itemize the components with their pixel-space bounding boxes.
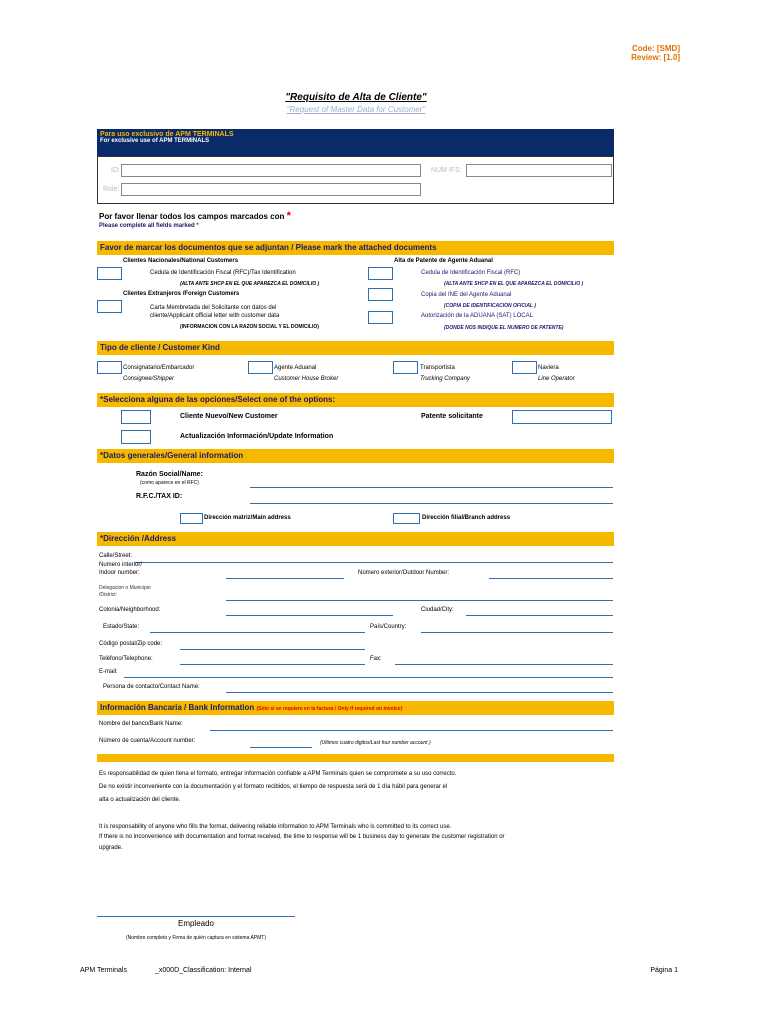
page-subtitle: "Request of Master Data for Customer"	[286, 105, 426, 114]
signature-line[interactable]	[97, 916, 295, 917]
account-label: Número de cuenta/Account number:	[99, 738, 196, 744]
kind-line-es: Naviera	[538, 365, 559, 371]
kind-line-checkbox[interactable]	[512, 361, 537, 374]
kind-broker-checkbox[interactable]	[248, 361, 273, 374]
zip-input[interactable]	[180, 649, 365, 650]
new-customer-label: Cliente Nuevo/New Customer	[180, 413, 278, 420]
address-header: *Dirección /Address	[97, 532, 614, 546]
apm-section-header	[97, 129, 614, 156]
instructions-en	[99, 223, 199, 229]
state-input[interactable]	[150, 632, 365, 633]
kind-consignee-en: Consignee/Shipper	[123, 376, 175, 382]
main-address-checkbox[interactable]	[180, 513, 203, 524]
kind-line-en: Line Operator	[538, 376, 575, 382]
street-input[interactable]	[135, 562, 613, 563]
national-rfc-note: (ALTA ANTE SHCP EN EL QUE APAREZCA EL DOMICILIO )	[180, 281, 320, 287]
legal-en-3: upgrade.	[99, 845, 123, 851]
exterior-label: Número exterior/Outdoor Number:	[358, 570, 450, 576]
documents-header: Favor de marcar los documentos que se adjuntan / Please mark the attached documents	[97, 241, 614, 255]
account-input[interactable]	[250, 747, 312, 748]
legal-en-2: If there is no inconvenience with documentation and format received, the time to response will be 1 business day to generate the customer registration or	[99, 834, 505, 840]
email-input[interactable]	[124, 677, 613, 678]
legal-es-3: alta o actualización del cliente.	[99, 797, 181, 803]
legal-es-2: De no existir inconveniente con la documentación y el formato recibidos, el tiempo de respuesta será de 1 día hábil para generar el	[99, 784, 448, 790]
phone-label: Teléfono/Telephone:	[99, 656, 153, 662]
agent-ine-doc: Copia del INE del Agente Aduanal	[421, 292, 512, 298]
kind-broker-en: Customer House Broker	[274, 376, 339, 382]
contact-input[interactable]	[226, 692, 613, 693]
foreign-doc-line2: cliente/Applicant official letter with customer data	[150, 313, 280, 319]
instructions-en-text: Please complete all fields marked	[99, 223, 195, 229]
bank-header-note: (Sólo si se requiere en la factura / Only if required on invoice)	[256, 706, 403, 712]
options-header: *Selecciona alguna de las opciones/Select one of the options:	[97, 393, 614, 407]
foreign-letter-checkbox[interactable]	[97, 300, 122, 313]
kind-broker-es: Agente Aduanal	[274, 365, 317, 371]
role-input[interactable]	[121, 183, 421, 196]
footer-page: Página 1	[650, 967, 678, 974]
instructions-es-text: Por favor llenar todos los campos marcados con	[99, 212, 285, 221]
apm-title-en: For exclusive use of APM TERMINALS	[100, 138, 210, 144]
agent-aduana-doc: Autorización de la ADUANA (SAT) LOCAL	[421, 313, 533, 319]
id-input[interactable]	[121, 164, 421, 177]
city-label: Ciudad/City:	[421, 607, 454, 613]
bank-header	[97, 701, 614, 715]
agent-aduana-note: (DONDE NOS INDIQUE EL NUMERO DE PATENTE)	[444, 325, 564, 331]
rfc-input[interactable]	[250, 503, 613, 504]
rfc-label: R.F.C./TAX ID:	[136, 493, 183, 500]
update-info-checkbox[interactable]	[121, 430, 151, 444]
email-label: E-mail:	[99, 669, 118, 675]
city-input[interactable]	[466, 615, 613, 616]
kind-trucking-en: Trucking Company	[420, 376, 470, 382]
legal-en-1: It is responsability of anyone who fills the format, delivering reliable information to APM Terminals who is committed to its correct use.	[99, 824, 452, 830]
colonia-input[interactable]	[226, 615, 393, 616]
kind-trucking-es: Transportista	[420, 365, 455, 371]
fax-input[interactable]	[395, 664, 613, 665]
id-label: ID:	[111, 167, 120, 174]
street-label: Calle/Street:	[99, 553, 133, 559]
country-label: País/Country:	[370, 624, 407, 630]
agent-rfc-checkbox[interactable]	[368, 267, 393, 280]
district-label-2: /District:	[99, 592, 118, 598]
foreign-doc-note: (INFORMACION CON LA RAZON SOCIAL Y EL DOMICILIO)	[180, 324, 319, 330]
main-address-label: Dirección matriz/Main address	[204, 515, 291, 521]
general-header: *Datos generales/General information	[97, 449, 614, 463]
exterior-input[interactable]	[489, 578, 613, 579]
kind-consignee-checkbox[interactable]	[97, 361, 122, 374]
num-ifs-input[interactable]	[466, 164, 612, 177]
agent-title: Alta de Patente de Agente Aduanal	[394, 258, 493, 264]
phone-input[interactable]	[180, 664, 365, 665]
kind-trucking-checkbox[interactable]	[393, 361, 418, 374]
zip-label: Código postal/Zip code:	[99, 641, 163, 647]
interior-input[interactable]	[226, 578, 344, 579]
update-info-label: Actualización Información/Update Information	[180, 433, 334, 440]
document-review: Review: [1.0]	[631, 53, 680, 62]
agent-ine-note: (COPIA DE IDENTIFICACION OFICIAL )	[444, 303, 536, 309]
razon-social-note: (como aparece en el RFC)	[140, 480, 199, 486]
new-customer-checkbox[interactable]	[121, 410, 151, 424]
state-label: Estado/State:	[103, 624, 140, 630]
bank-name-input[interactable]	[210, 730, 613, 731]
page-title: "Requisito de Alta de Cliente"	[285, 92, 427, 103]
contact-label: Persona de contacto/Contact Name:	[103, 684, 200, 690]
instructions-es	[99, 210, 291, 222]
national-rfc-doc: Cedula de Identificación Fiscal (RFC)/Tax Identification	[150, 270, 296, 276]
role-label: Role:	[103, 186, 120, 193]
razon-social-label: Razón Social/Name:	[136, 471, 203, 478]
document-code: Code: [SMD]	[632, 44, 680, 53]
branch-address-checkbox[interactable]	[393, 513, 420, 524]
agent-rfc-note: (ALTA ANTE SHCP EN EL QUE APAREZCA EL DOMICILIO )	[444, 281, 584, 287]
patent-label: Patente solicitante	[421, 413, 483, 420]
required-star-en: *	[196, 223, 199, 229]
footer-classification: _x000D_Classification: Internal	[155, 967, 252, 974]
district-input[interactable]	[226, 600, 613, 601]
kind-consignee-es: Consignatario/Embarcador	[123, 365, 195, 371]
national-rfc-checkbox[interactable]	[97, 267, 122, 280]
account-note: (Ultimos cuatro digitos/Last four number account )	[320, 740, 431, 746]
colonia-label: Colonia/Neighborhood:	[99, 607, 161, 613]
agent-aduana-checkbox[interactable]	[368, 311, 393, 324]
bank-name-label: Nombre del banco/Bank Name:	[99, 721, 183, 727]
required-star: *	[286, 210, 291, 222]
bank-footer-bar	[97, 754, 614, 762]
foreign-doc-line1: Carta Membretada del Solicitante con datos del	[150, 305, 277, 311]
footer-company: APM Terminals	[80, 967, 127, 974]
num-ifs-label: NUM IFS:	[431, 167, 462, 174]
foreign-customers-title: Clientes Extranjeros /Foreign Customers	[123, 291, 240, 297]
apm-title-es: Para uso exclusivo de APM TERMINALS	[100, 131, 234, 138]
customer-kind-header: Tipo de cliente / Customer Kind	[97, 341, 614, 355]
razon-social-input[interactable]	[250, 487, 613, 488]
national-customers-title: Clientes Nacionales/National Customers	[123, 258, 239, 264]
interior-label-2: Indoor number:	[99, 570, 140, 576]
signature-note: (Nombre completo y Firma de quién captura en sistema APMT)	[125, 935, 267, 941]
interior-label-1: Numero interior/	[99, 562, 143, 568]
patent-input[interactable]	[512, 410, 612, 424]
district-label-1: Delegacion o Municipio	[99, 585, 151, 591]
bank-header-text: Información Bancaria / Bank Information	[100, 703, 255, 712]
fax-label: Fax:	[370, 656, 382, 662]
branch-address-label: Dirección filial/Branch address	[422, 515, 511, 521]
country-input[interactable]	[421, 632, 613, 633]
legal-es-1: Es responsabilidad de quien llena el formato, entregar información confiable a APM Terminals quien se compromete a su uso correcto.	[99, 771, 457, 777]
agent-ine-checkbox[interactable]	[368, 288, 393, 301]
signature-label: Empleado	[177, 919, 215, 928]
agent-rfc-doc: Cedula de Identificación Fiscal (RFC)	[421, 270, 521, 276]
